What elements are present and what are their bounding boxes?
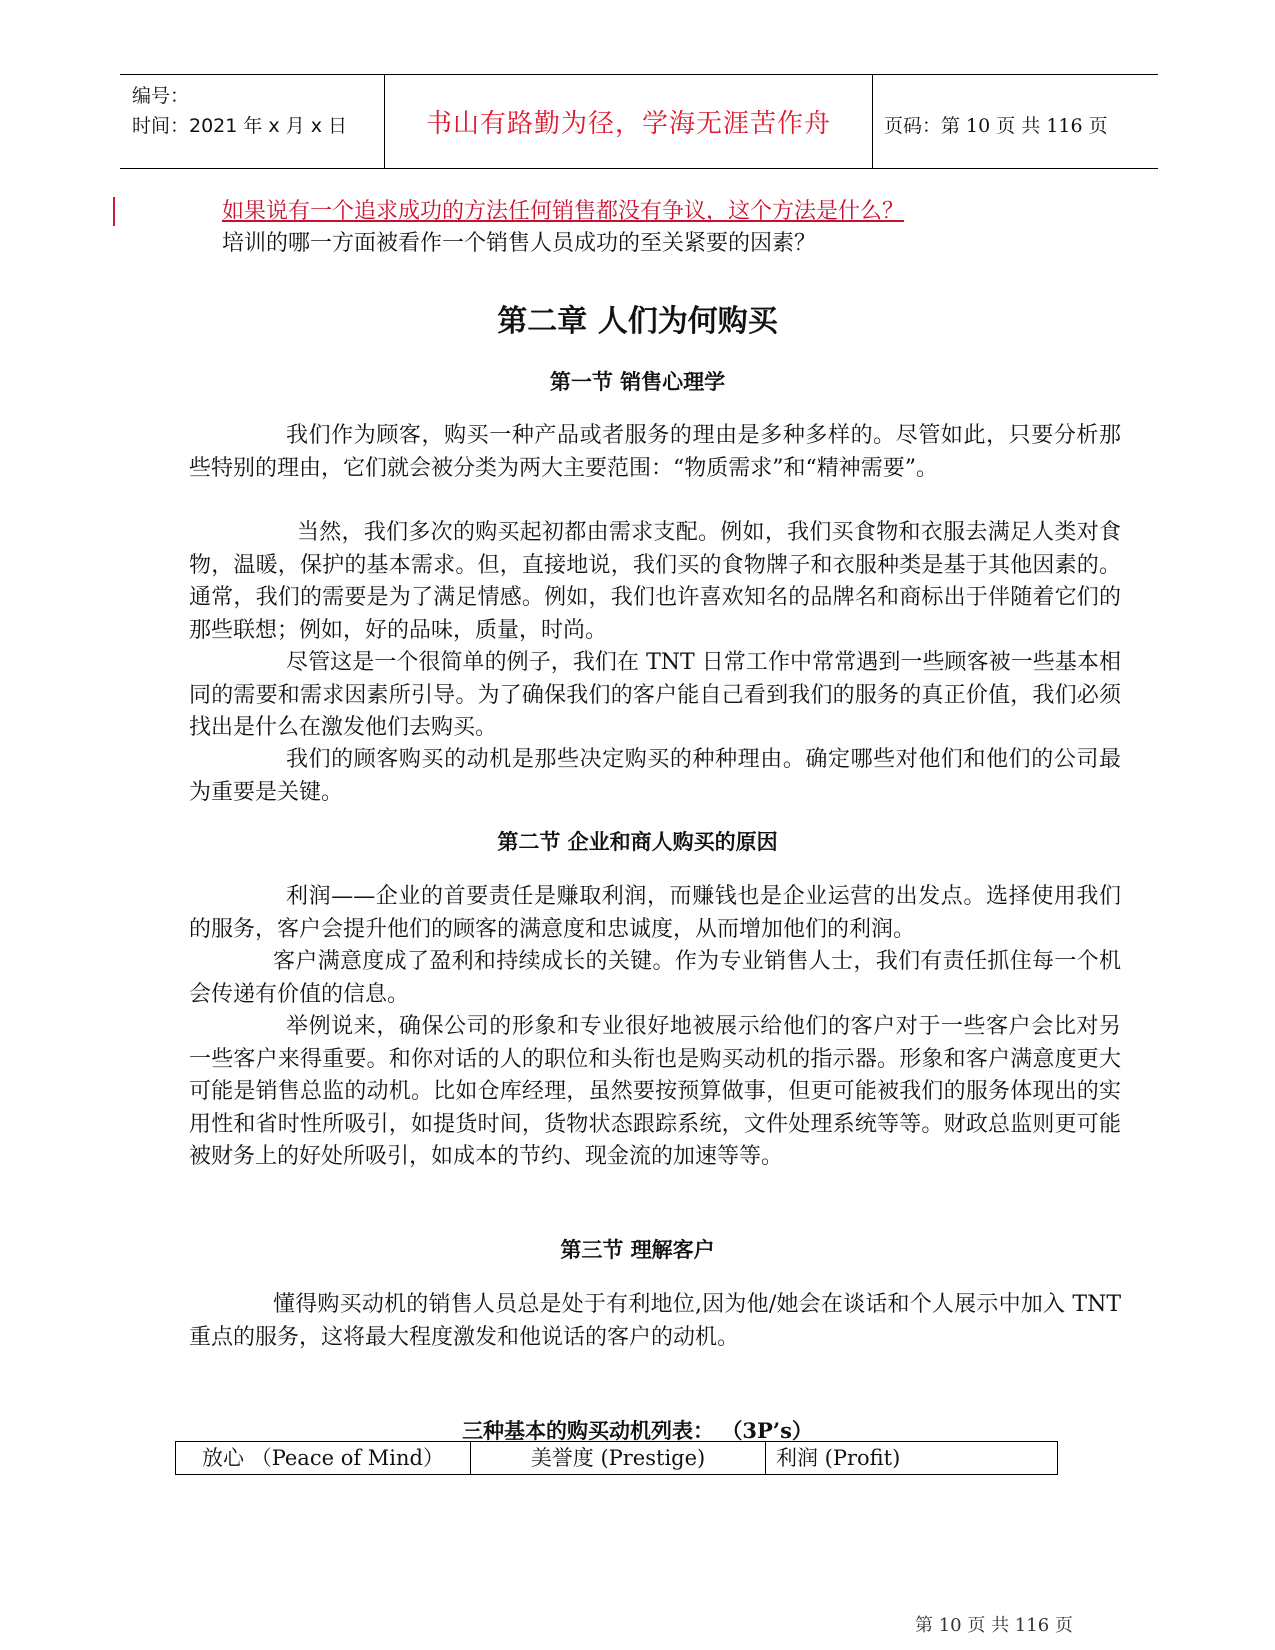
header-info-cell [120, 75, 384, 168]
section-1-title: 第一节 销售心理学 [549, 370, 726, 394]
section-3-paragraph-1: 懂得购买动机的销售人员总是处于有利地位,因为他/她会在谈话和个人展示中加入 TNT 重点的服务，这将最大程度激发和他说话的客户的动机。 [189, 1292, 1121, 1350]
number-label: 编号： [132, 85, 190, 107]
intro-question-2: 培训的哪一方面被看作一个销售人员成功的至关紧要的因素？ [222, 231, 817, 256]
header-motto-cell [384, 75, 873, 168]
motto-text: 书山有路勤为径，学海无涯苦作舟 [425, 109, 831, 139]
table-cell-prestige: 美誉度 (Prestige) [471, 1442, 766, 1474]
header-page-cell [872, 75, 1158, 168]
motives-table [175, 1441, 1058, 1475]
section-2-paragraph-3: 举例说来，确保公司的形象和专业很好地被展示给他们的客户对于一些客户会比对另一些客户来得重要。和你对话的人的职位和头衔也是购买动机的指示器。形象和客户满意度更大可能是销售总监的动机。比如仓库经理，虽然要按预算做事，但更可能被我们的服务体现出的实用性和省时性所吸引，如提货时间，货物状态跟踪系统，文件处理系统等等。财政总监则更可能被财务上的好处所吸引，如成本的节约、现金流的加速等等。 [189, 1014, 1121, 1169]
page-footer: 第 10 页 共 116 页 [915, 1615, 1073, 1636]
revision-change-bar [113, 197, 115, 226]
time-label: 时间：2021 年 x 月 x 日 [132, 115, 348, 137]
section-2-paragraph-2: 客户满意度成了盈利和持续成长的关键。作为专业销售人士，我们有责任抓住每一个机会传递有价值的信息。 [189, 949, 1121, 1007]
page-code: 页码：第 10 页 共 116 页 [884, 115, 1108, 137]
page-header [120, 74, 1158, 169]
section-3-title: 第三节 理解客户 [560, 1238, 715, 1262]
section-2-title: 第二节 企业和商人购买的原因 [497, 830, 778, 854]
section-2-paragraph-1: 利润——企业的首要责任是赚取利润，而赚钱也是企业运营的出发点。选择使用我们的服务，客户会提升他们的顾客的满意度和忠诚度，从而增加他们的利润。 [189, 884, 1121, 942]
chapter-title: 第二章 人们为何购买 [497, 304, 778, 339]
intro-question-1: 如果说有一个追求成功的方法任何销售都没有争议，这个方法是什么？ [222, 199, 905, 224]
section-1-paragraph-2: 当然，我们多次的购买起初都由需求支配。例如，我们买食物和衣服去满足人类对食物，温暖，保护的基本需求。但，直接地说，我们买的食物牌子和衣服种类是基于其他因素的。通常，我们的需要是为了满足情感。例如，我们也许喜欢知名的品牌名和商标出于伴随着它们的那些联想；例如，好的品味，质量，时尚。 [189, 520, 1121, 643]
table-cell-profit: 利润 (Profit) [776, 1446, 901, 1470]
table-title: 三种基本的购买动机列表： （3P’s） [462, 1418, 813, 1443]
section-1-paragraph-4: 我们的顾客购买的动机是那些决定购买的种种理由。确定哪些对他们和他们的公司最为重要是关键。 [189, 747, 1121, 805]
table-cell-peace-of-mind: 放心 （Peace of Mind） [176, 1442, 471, 1474]
section-1-paragraph-3: 尽管这是一个很简单的例子，我们在 TNT 日常工作中常常遇到一些顾客被一些基本相同的需要和需求因素所引导。为了确保我们的客户能自己看到我们的服务的真正价值，我们必须找出是什么在激发他们去购买。 [189, 650, 1121, 740]
section-1-paragraph-1: 我们作为顾客，购买一种产品或者服务的理由是多种多样的。尽管如此，只要分析那些特别的理由，它们就会被分类为两大主要范围：“物质需求”和“精神需要”。 [189, 423, 1121, 481]
